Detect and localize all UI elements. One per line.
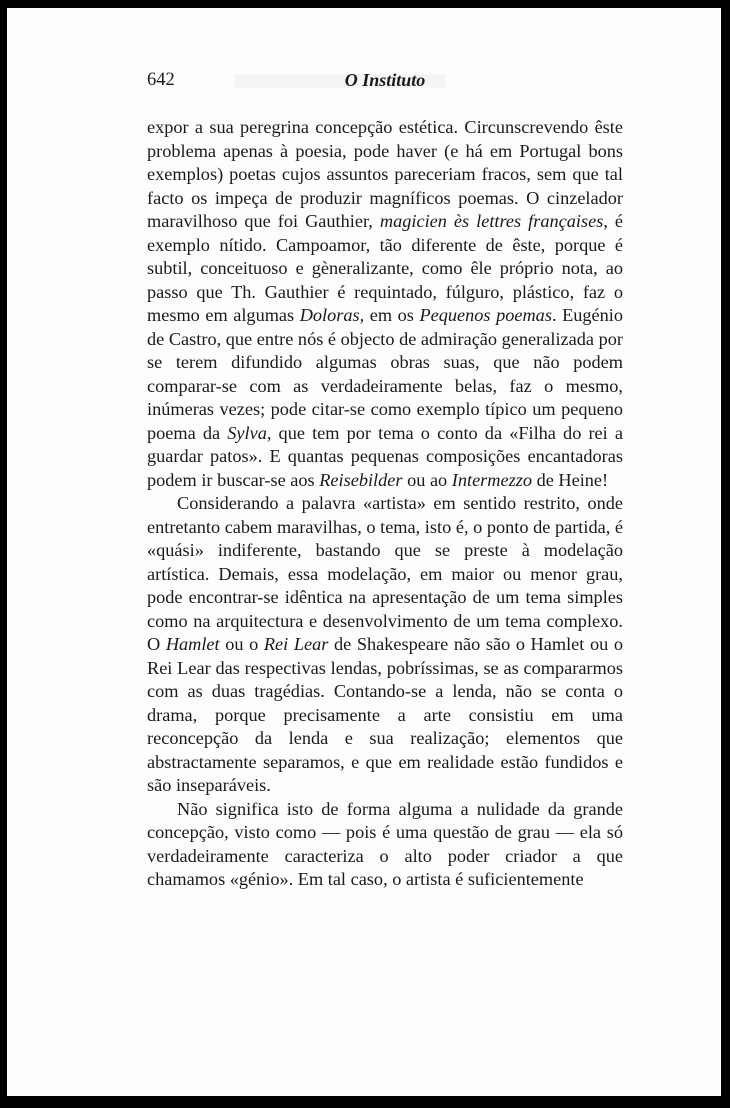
paragraph	[147, 492, 623, 798]
paragraph	[147, 116, 623, 492]
italic-text: Sylva,	[227, 422, 272, 443]
page-number: 642	[147, 70, 175, 90]
italic-text: magicien ès lettres françaises	[379, 211, 604, 231]
italic-text: Rei Lear	[263, 634, 329, 654]
text-segment: expor a sua peregrina concepção estética. Circunscrevendo êste problema apenas à poesia, pode haver (e há em Portugal bons exemplos) poetas cujos assuntos pareceriam fracos, sem que tal facto os impeça de produzir magníficos poemas. O cinzelador maravilhoso que foi Gauthier,	[147, 117, 623, 231]
italic-text: Hamlet	[165, 634, 220, 654]
page-header	[147, 70, 623, 94]
text-segment: . Eugénio de Castro, que entre nós é objecto de admiração generalizada por se terem difundido algumas obras suas, que não podem comparar-se com as verdadeiramente belas, faz o mesmo, inúmeras vezes; pode citar-se como exemplo típico um pequeno poema da	[147, 305, 623, 443]
book-page	[7, 8, 721, 1096]
text-segment: , é exemplo nítido. Campoamor, tão diferente de êste, porque é subtil, conceituoso e gèneralizante, como êle próprio nota, ao passo que Th. Gauthier é requintado, fúlguro, plástico, faz o mesmo em algumas	[147, 211, 623, 325]
italic-text: Reisebilder	[319, 469, 403, 490]
text-segment: Considerando a palavra «artista» em sentido restrito, onde entretanto cabem maravilhas, o tema, isto é, o ponto de partida, é «quási» indiferente, bastando que se preste à modelação artística. Demais, essa modelação, em maior ou menor grau, pode encontrar-se idêntica na apresentação de um tema simples como na arquitectura e desenvolvimento de um tema complexo. O	[147, 493, 623, 654]
text-segment: que tem por tema o conto da «Filha do rei a guardar patos». E quantas pequenas composições encantadoras podem ir buscar-se aos	[147, 422, 623, 490]
italic-text: Intermezzo	[451, 469, 532, 490]
text-segment: Não significa isto de forma alguma a nulidade da grande concepção, visto como — pois é uma questão de grau — ela só verdadeiramente caracteriza o alto poder criador a que chamamos «génio». Em tal caso, o artista é suficientemente	[147, 798, 623, 889]
text-segment: de Shakespeare não são o Hamlet ou o Rei Lear das respectivas lendas, pobríssimas, se as compararmos com as duas tragédias. Contando-se a lenda, não se conta o drama, porque precisamente a arte consistiu em uma reconcepção da lenda e sua realização; elementos que abstractamente separamos, e que em realidade estão fundidos e são inseparáveis.	[147, 634, 623, 795]
text-segment: em os	[364, 305, 420, 325]
body-text	[147, 116, 623, 892]
text-segment: ou o	[219, 634, 264, 654]
paragraph	[147, 798, 623, 892]
page-frame	[7, 8, 721, 1096]
running-title: O Instituto	[344, 70, 426, 90]
italic-text: Doloras,	[299, 305, 365, 325]
text-segment: ou ao	[402, 469, 452, 490]
text-segment: de Heine!	[532, 469, 609, 490]
italic-text: Pequenos poemas	[419, 305, 552, 325]
